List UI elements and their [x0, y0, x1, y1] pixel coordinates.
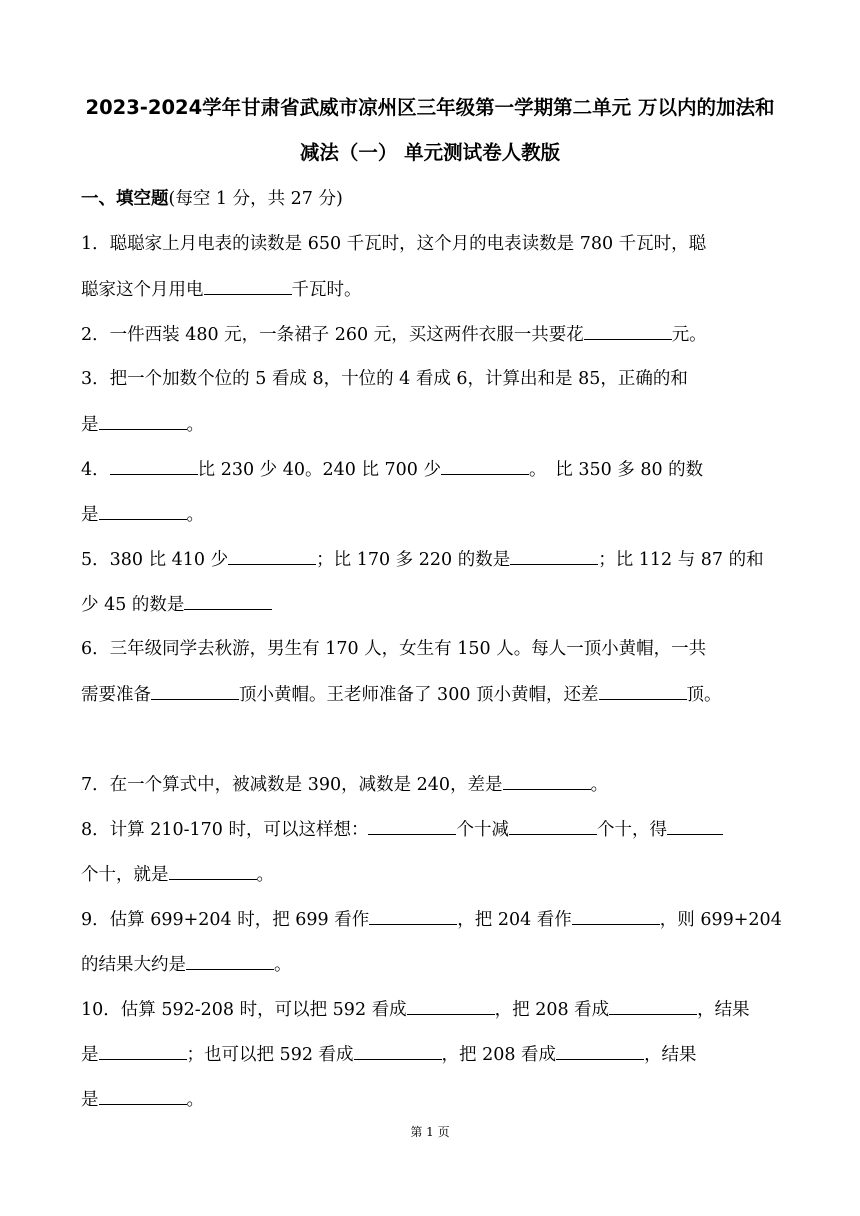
answer-blank[interactable] [609, 996, 697, 1015]
page-number: 第 1 页 [410, 1125, 450, 1139]
q5-text-a: 5．380 比 410 少 [81, 550, 229, 570]
answer-blank[interactable] [99, 1041, 187, 1060]
answer-blank[interactable] [99, 1086, 187, 1105]
q9-text-b: ，把 204 看作 [457, 910, 572, 930]
q3-text-a: 是 [81, 415, 99, 435]
q8-text-e: 。 [256, 865, 274, 885]
question-10-line-3 [81, 1086, 204, 1113]
section-title: 一、填空题 [81, 189, 169, 209]
answer-blank[interactable] [441, 456, 529, 475]
q10-text-f: ，把 208 看成 [441, 1045, 557, 1065]
question-9-line-1 [81, 906, 782, 933]
q10-text-i: 。 [186, 1090, 204, 1110]
q10-text-d: 是 [81, 1045, 99, 1065]
q4-text-d: 是 [81, 505, 99, 525]
question-2 [81, 321, 707, 348]
q10-text-g: ，结果 [644, 1045, 697, 1065]
q9-text-a: 9．估算 699+204 时，把 699 看作 [81, 910, 370, 930]
question-5-line-1 [81, 546, 764, 573]
q2-text-b: 元。 [671, 325, 707, 345]
q4-text-e: 。 [186, 505, 204, 525]
q4-text-c: 。 比 350 多 80 的数 [529, 460, 704, 480]
q7-text-b: 。 [590, 775, 609, 795]
question-4-line-2 [81, 501, 204, 528]
q4-text-b: 比 230 少 40。240 比 700 少 [197, 460, 441, 480]
question-10-line-2 [81, 1041, 697, 1068]
q4-text-a: 4． [81, 460, 110, 480]
answer-blank[interactable] [354, 1041, 442, 1060]
q9-text-d: 的结果大约是 [81, 955, 186, 975]
q6-text-a: 需要准备 [81, 685, 151, 705]
q8-text-b: 个十减 [456, 820, 509, 840]
q10-text-b: ，把 208 看成 [494, 1000, 610, 1020]
answer-blank[interactable] [204, 276, 292, 295]
q5-text-d: 少 45 的数是 [81, 595, 185, 615]
section-score-note: (每空 1 分，共 27 分) [168, 189, 343, 209]
answer-blank[interactable] [369, 906, 457, 925]
answer-blank[interactable] [184, 591, 272, 610]
question-9-line-2 [81, 951, 292, 978]
q5-text-b: ；比 170 多 220 的数是 [316, 550, 511, 570]
q6-text-b: 顶小黄帽。王老师准备了 300 顶小黄帽，还差 [239, 685, 599, 705]
question-3-line-2 [81, 411, 204, 438]
answer-blank[interactable] [151, 681, 239, 700]
answer-blank[interactable] [509, 816, 597, 835]
answer-blank[interactable] [99, 501, 187, 520]
q5-text-c: ；比 112 与 87 的和 [598, 550, 764, 570]
q10-text-e: ；也可以把 592 看成 [186, 1045, 354, 1065]
q1-text-b: 千瓦时。 [291, 280, 362, 300]
section-heading [81, 186, 343, 212]
q7-text-a: 7．在一个算式中，被减数是 390，减数是 240，差是 [81, 775, 503, 795]
question-6-line-2 [81, 681, 722, 708]
q3-text-b: 。 [186, 415, 204, 435]
answer-blank[interactable] [572, 906, 660, 925]
question-3-line-1: 3．把一个加数个位的 5 看成 8，十位的 4 看成 6，计算出和是 85，正确的和 [81, 369, 688, 389]
question-8-line-2 [81, 861, 274, 888]
answer-blank[interactable] [407, 996, 495, 1015]
question-1-line-1: 1．聪聪家上月电表的读数是 650 千瓦时，这个月的电表读数是 780 千瓦时，聪 [81, 234, 707, 254]
answer-blank[interactable] [186, 951, 274, 970]
q6-text-c: 顶。 [686, 685, 722, 705]
question-8-line-1 [81, 816, 723, 843]
answer-blank[interactable] [599, 681, 687, 700]
question-1-line-2 [81, 276, 362, 303]
question-6-line-1: 6．三年级同学去秋游，男生有 170 人，女生有 150 人。每人一顶小黄帽，一共 [81, 639, 707, 659]
q10-text-h: 是 [81, 1090, 99, 1110]
q9-text-e: 。 [274, 955, 292, 975]
q8-text-d: 个十，就是 [81, 865, 169, 885]
answer-blank[interactable] [228, 546, 316, 565]
answer-blank[interactable] [667, 816, 723, 835]
q2-text-a: 2．一件西装 480 元，一条裙子 260 元，买这两件衣服一共要花 [81, 325, 584, 345]
q1-text-a: 聪家这个月用电 [81, 280, 204, 300]
q8-text-a: 8．计算 210-170 时，可以这样想： [81, 820, 369, 840]
question-4-line-1 [81, 456, 703, 483]
q10-text-c: ，结果 [697, 1000, 750, 1020]
title-line-2: 减法（一） 单元测试卷人教版 [299, 141, 561, 164]
answer-blank[interactable] [503, 771, 591, 790]
title-line-1: 2023-2024学年甘肃省武威市凉州区三年级第一学期第二单元 万以内的加法和 [85, 96, 775, 119]
question-5-line-2 [81, 591, 272, 618]
answer-blank[interactable] [368, 816, 456, 835]
answer-blank[interactable] [584, 321, 672, 340]
answer-blank[interactable] [556, 1041, 644, 1060]
answer-blank[interactable] [99, 411, 187, 430]
answer-blank[interactable] [169, 861, 257, 880]
answer-blank[interactable] [510, 546, 598, 565]
q8-text-c: 个十，得 [596, 820, 667, 840]
answer-blank[interactable] [110, 456, 198, 475]
question-10-line-1 [81, 996, 750, 1023]
q9-text-c: ，则 699+204 [659, 910, 782, 930]
question-7 [81, 771, 608, 798]
q10-text-a: 10．估算 592-208 时，可以把 592 看成 [81, 1000, 407, 1020]
